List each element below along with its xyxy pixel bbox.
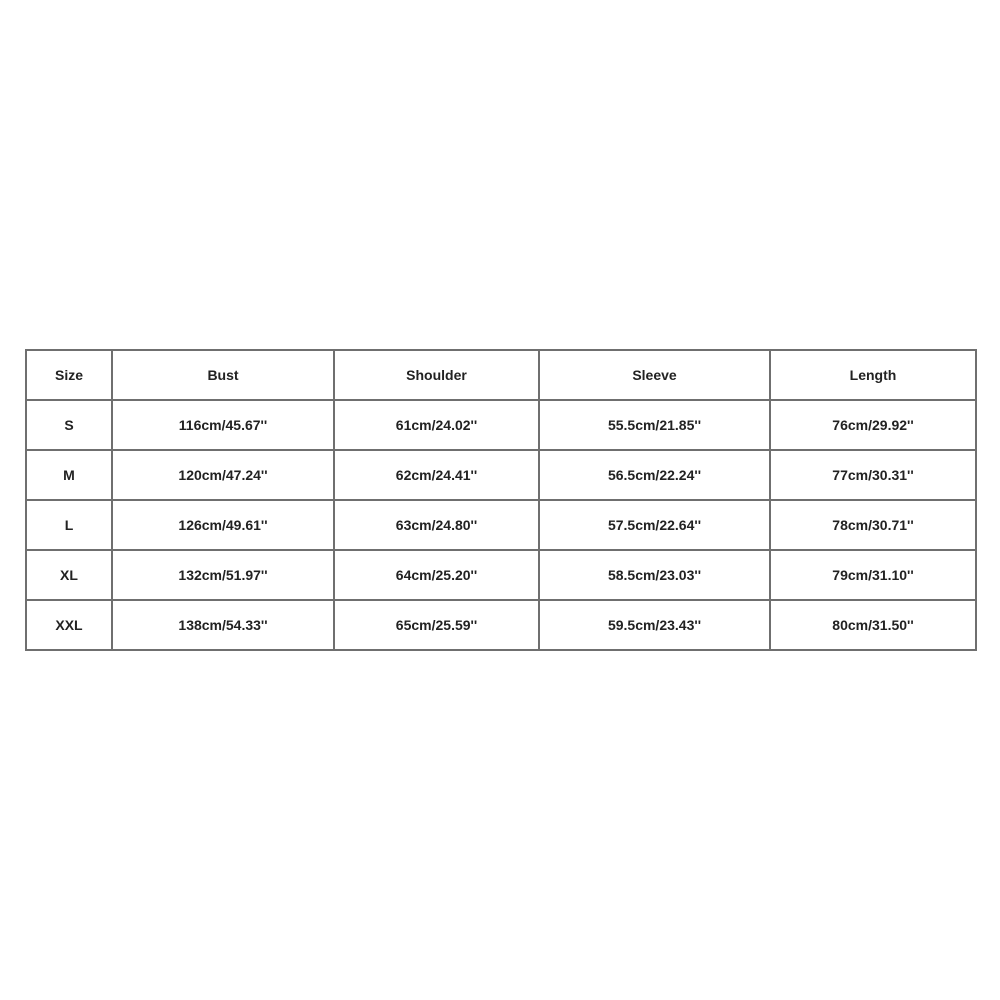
cell-size: S [26, 400, 112, 450]
cell-bust: 132cm/51.97'' [112, 550, 334, 600]
cell-sleeve: 59.5cm/23.43'' [539, 600, 770, 650]
table-row [26, 450, 976, 500]
cell-bust: 116cm/45.67'' [112, 400, 334, 450]
table-row [26, 500, 976, 550]
cell-length: 79cm/31.10'' [770, 550, 976, 600]
header-length: Length [770, 350, 976, 400]
cell-length: 77cm/30.31'' [770, 450, 976, 500]
header-row [26, 350, 976, 400]
table-row [26, 400, 976, 450]
header-size: Size [26, 350, 112, 400]
cell-sleeve: 56.5cm/22.24'' [539, 450, 770, 500]
cell-bust: 120cm/47.24'' [112, 450, 334, 500]
cell-length: 78cm/30.71'' [770, 500, 976, 550]
table-row [26, 550, 976, 600]
cell-size: L [26, 500, 112, 550]
header-sleeve: Sleeve [539, 350, 770, 400]
header-shoulder: Shoulder [334, 350, 539, 400]
cell-length: 80cm/31.50'' [770, 600, 976, 650]
cell-sleeve: 58.5cm/23.03'' [539, 550, 770, 600]
cell-size: M [26, 450, 112, 500]
cell-bust: 126cm/49.61'' [112, 500, 334, 550]
cell-sleeve: 55.5cm/21.85'' [539, 400, 770, 450]
cell-shoulder: 65cm/25.59'' [334, 600, 539, 650]
header-bust: Bust [112, 350, 334, 400]
cell-length: 76cm/29.92'' [770, 400, 976, 450]
cell-bust: 138cm/54.33'' [112, 600, 334, 650]
cell-shoulder: 64cm/25.20'' [334, 550, 539, 600]
cell-shoulder: 62cm/24.41'' [334, 450, 539, 500]
cell-shoulder: 63cm/24.80'' [334, 500, 539, 550]
cell-sleeve: 57.5cm/22.64'' [539, 500, 770, 550]
cell-shoulder: 61cm/24.02'' [334, 400, 539, 450]
table-row [26, 600, 976, 650]
cell-size: XXL [26, 600, 112, 650]
cell-size: XL [26, 550, 112, 600]
size-chart-table [25, 349, 977, 651]
